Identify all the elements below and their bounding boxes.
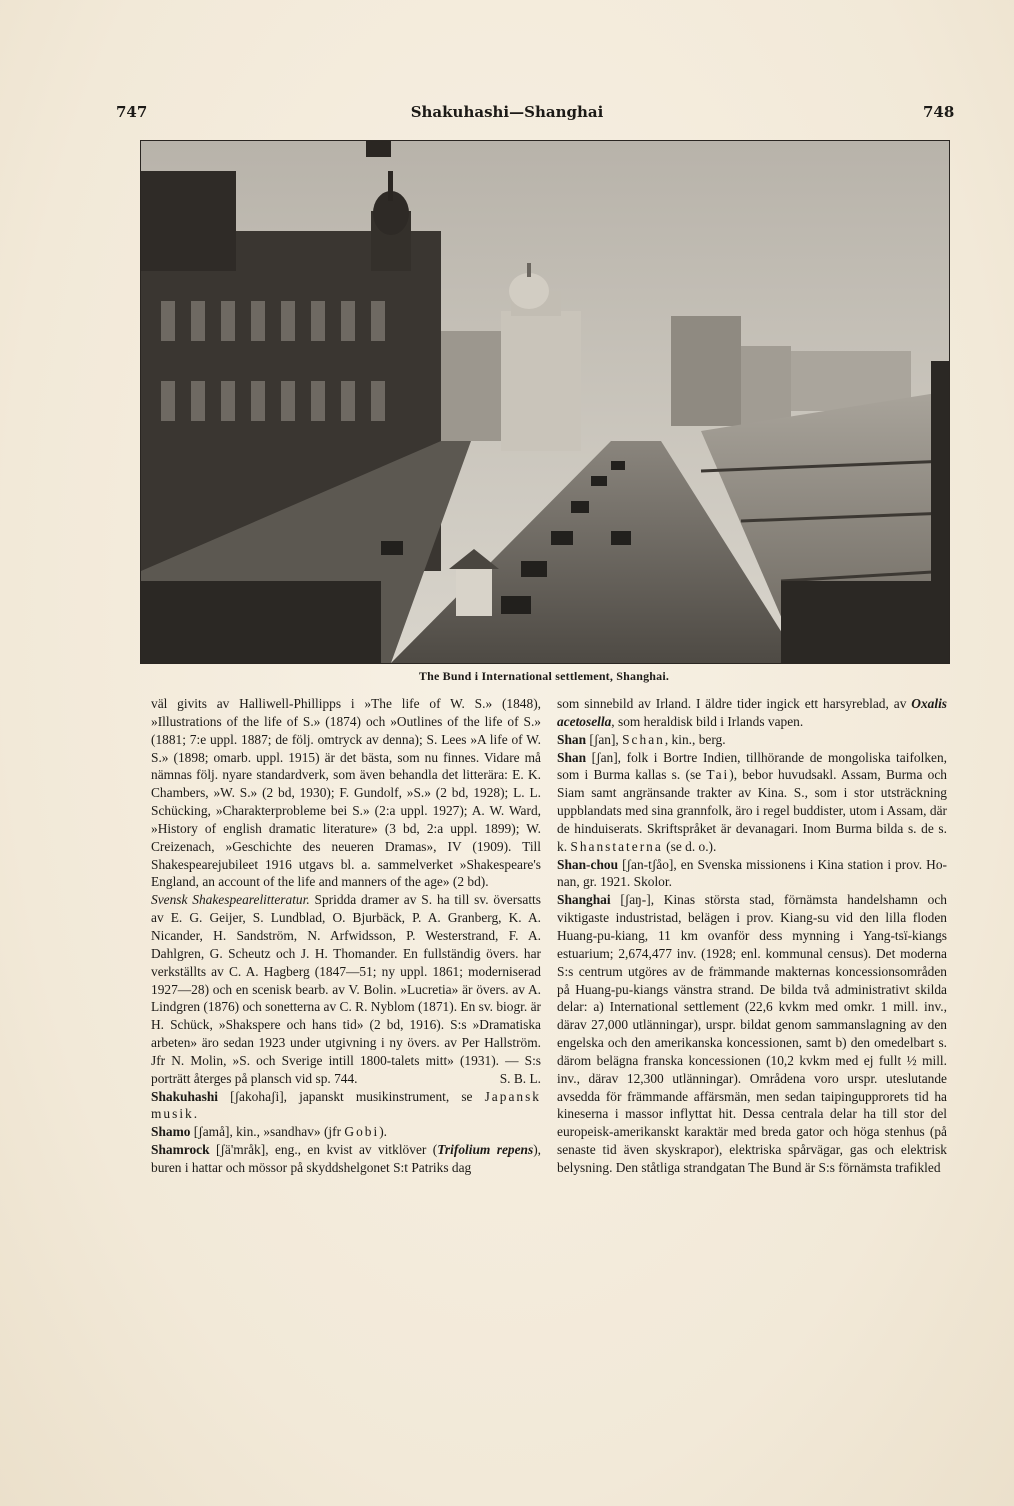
- cross-reference: Gobi: [344, 1124, 380, 1140]
- entry-text: (se d. o.).: [662, 838, 717, 854]
- entry-shamrock: [151, 1141, 541, 1177]
- entry-headword: Shamo: [151, 1124, 191, 1140]
- entry-shamo: [151, 1123, 541, 1141]
- entry-text: som sinnebild av Irland. I äldre tider ingick ett harsyreblad, av: [557, 696, 912, 711]
- bund-photograph: [140, 140, 950, 664]
- running-title: Shakuhashi—Shanghai: [410, 103, 604, 121]
- latin-name: Trifolium repens: [437, 1142, 534, 1158]
- entry-text: [ʃakohaʃi], japanskt musikinstrument, se: [218, 1088, 485, 1104]
- section-text-svensk: Spridda dramer av S. ha till sv. översatts av E. G. Geijer, S. Lundblad, O. Bjurbäck, P. A. Granberg, K. A. Nicander, H. Sandström, N. Arfwidsson, P. Westerstrand, F. A. Dahlgren, G. Scheutz och J. H. Thomander. En fullständig övers. har verkställts av C. A. Hagberg (1847—51; ny uppl. 1861; moderniserad 1927—28) och en scenisk bearb. av V. Bolin. »Lucretia» är övers. av A. Lindgren (1876) och sonetterna av C. R. Nyblom (1871). En sv. biogr. är H. Schück, »Shakspere och hans tid» (2 bd, 1916). S:s »Dramatiska arbeten» äro sedan 1923 under utgivning i ny övers. av Per Hallström. Jfr N. Molin, »S. och Sverige intill 1800-talets mitt» (1931). — S:s porträtt återges på plansch vid sp. 744.: [151, 892, 541, 1086]
- entry-text: , som heraldisk bild i Irlands vapen.: [611, 713, 804, 729]
- entry-text: ), buren i hattar och mössor på skyddshelgonet S:t Patriks dag: [151, 1142, 542, 1175]
- entry-text: ), bebor huvudsakl. Assam, Burma och Siam samt angränsande trakter av Kina. S., som i stor utsträckning uppblandats med sina grannfolk, äro i regel buddister, utom i Assam, där de hinduiserats. Skriftspråket är devanagari. Inom Burma bilda s. de s. k.: [557, 767, 947, 854]
- entry-headword: Shan: [557, 731, 587, 747]
- entry-text: [ʃan], folk i Bortre Indien, tillhörande de mongoliska taifolken, som i Burma kallas s. (se: [557, 749, 947, 783]
- entry-text: ).: [379, 1124, 388, 1140]
- entry-shakuhashi: [151, 1088, 541, 1124]
- entry-headword: Shan-chou: [557, 856, 619, 872]
- entry-text: [ʃamå], kin., »sandhav» (jfr: [190, 1124, 345, 1140]
- paragraph-shakespeare-bibliography: väl givits av Halliwell-Phillipps i »The life of W. S.» (1848), »Illustrations of the life of S.» (1874) och »Outlines of the life of S.» (1881; 7:e uppl. 1887; de följ. omtryck av denna); S. Lees »A life of W. S.» (1898; omarb. uppl. 1915) är det bästa, som nu finnes. Vidare må nämnas följ. nyare standardverk, som även behandla det litterära: E. K. Chambers, »W. S.» (2 bd, 1930); F. Gundolf, »S.» (2 bd, 1928); L. L. Schücking, »Charakterprobleme bei S.» (2:a uppl. 1927); A. W. Ward, »History of english dramatic literature» (3 bd, 2:a uppl. 1899); W. Creizenach, »Geschichte des neueren Dramas», IV (1909). Till Shakespearejubileet 1916 utgavs bl. a. sammelverket »Shakespeare's England, an account of the life and manners of the age» (2 bd).: [151, 696, 541, 890]
- author-signature: S. B. L.: [499, 1070, 541, 1086]
- entry-text: [ʃaŋ-], Kinas största stad, förnämsta handelshamn och viktigaste industristad, belägen i prov. Kiang-su vid den lilla floden Huang-pu-kiang, 11 km ovanför dess mynning i Yang-tsï-kiangs estuarium; 2,674,477 inv. (1928; enl. kommunal census). Det moderna S:s centrum utgöres av de främmande makternas koncessionsområden på Huang-pu-kiangs vänstra strand. De bilda två administrativt skilda delar: a) International settlement (22,6 kvkm med omkr. 1 mill. inv., därav 27,000 utlänningar), urspr. bildat genom sammanslagning av den engelska och den amerikanska koncessionen, samt b) den omedelbart s. därom belägna franska koncessionen (10,2 kvkm med ej fullt ½ mill. inv., därav 12,300 utlänningar). Områdena voro urspr. uteslutande avsedda för främmande affärsmän, men sedan taipingupprorets tid ha kineserna i massor inflyttat hit. Dessa centrala delar ha till stor del europeisk-amerikanskt karaktär med breda gator och höga stenhus (på senaste tid även skyskrapor), elektriska spårvägar, gas och elektrisk belysning. Den ståtliga strandgatan The Bund är S:s förnämsta trafikled: [557, 892, 947, 1175]
- entry-text: [ʃan-tʃåo], en Svenska missionens i Kina station i prov. Ho-nan, gr. 1921. Skolor.: [557, 856, 947, 890]
- cross-reference: Japansk musik: [151, 1088, 541, 1122]
- entry-text: [ʃä'mråk], eng., en kvist av vitklöver (: [209, 1142, 438, 1158]
- page-number-left: 747: [116, 103, 148, 121]
- photo-illustration: [141, 141, 949, 663]
- figure-caption: The Bund i International settlement, Shanghai.: [418, 669, 670, 683]
- cross-reference: Shanstaterna: [570, 838, 663, 854]
- entry-headword: Shakuhashi: [151, 1088, 219, 1104]
- entry-text: , kin., berg.: [664, 731, 726, 747]
- entry-headword: Shan: [557, 749, 587, 765]
- entry-headword: Shanghai: [557, 892, 611, 908]
- entry-shan-berg: [557, 731, 947, 749]
- left-column: [151, 695, 541, 1177]
- entry-shanghai: [557, 891, 947, 1177]
- right-column: [557, 695, 947, 1177]
- latin-name: Oxalis acetosella: [557, 696, 947, 729]
- entry-text: .: [193, 1106, 198, 1122]
- entry-shamrock-continued: [557, 695, 947, 731]
- entry-text: [ʃan],: [586, 731, 623, 747]
- cross-reference: Schan: [622, 731, 665, 747]
- entry-headword: Shamrock: [151, 1142, 210, 1158]
- entry-shan-chou: [557, 856, 947, 892]
- cross-reference: Tai: [706, 767, 730, 783]
- paragraph-swedish-shakespeare: [151, 891, 541, 1087]
- section-title-svensk: Svensk Shakespearelitteratur.: [151, 892, 310, 908]
- page-number-right: 748: [923, 103, 955, 121]
- entry-shan-folk: [557, 749, 947, 856]
